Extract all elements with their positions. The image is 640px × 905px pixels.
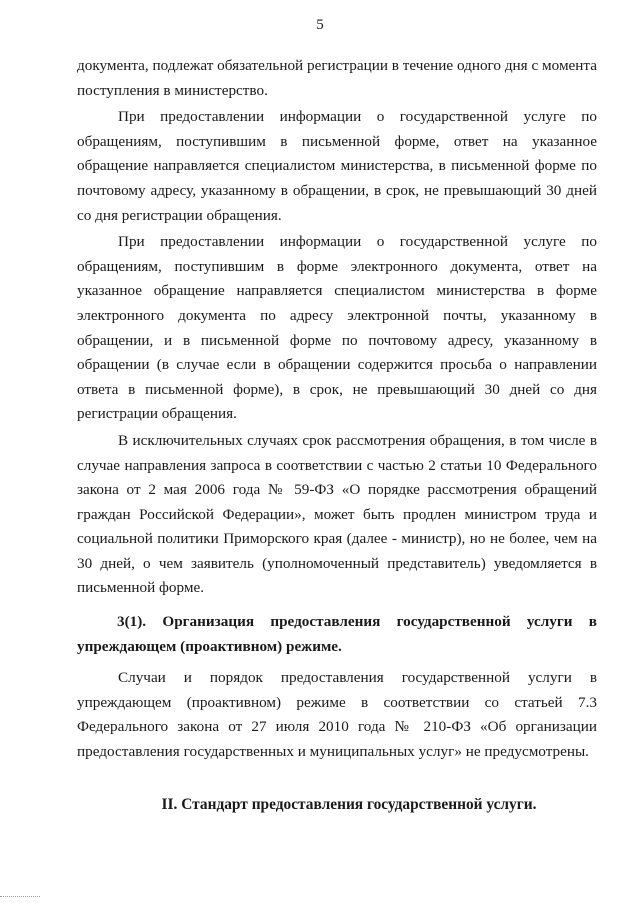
- paragraph-registration: документа, подлежат обязательной регистрации в течение одного дня с момента поступления в министерство.: [77, 57, 597, 99]
- subsection-heading-proactive: 3(1). Организация предоставления государственной услуги в упреждающем (проактивном) режиме.: [77, 613, 597, 655]
- scan-artifact: [0, 896, 40, 900]
- paragraph-proactive-mode: Случаи и порядок предоставления государственной услуги в упреждающем (проактивном) режиме в соответствии со статьей 7.3 Федерального закона от 27 июля 2010 года № 210-ФЗ «Об организации предоставления государственных и муниципальных услуг» не предусмотрены.: [77, 669, 597, 761]
- paragraph-written-response: При предоставлении информации о государственной услуге по обращениям, поступившим в письменной форме, ответ на указанное обращение направляется специалистом министерства, в письменной форме по почтовому адресу, указанному в обращении, в срок, не превышающий 30 дней со дня регистрации обращения.: [77, 108, 597, 224]
- page-number: 5: [316, 17, 324, 33]
- document-body: [77, 54, 597, 817]
- paragraph-electronic-response: При предоставлении информации о государственной услуге по обращениям, поступившим в форме электронного документа, ответ на указанное обращение направляется специалистом министерства в форме электронного документа по адресу электронной почты, указанному в обращении, и в письменной форме по почтовому адресу, указанному в обращении (в случае если в обращении содержится просьба о направлении ответа в письменной форме), в срок, не превышающий 30 дней со дня регистрации обращения.: [77, 233, 597, 423]
- paragraph-extension: В исключительных случаях срок рассмотрения обращения, в том числе в случае направления запроса в соответствии с частью 2 статьи 10 Федерального закона от 2 мая 2006 года № 59-ФЗ «О порядке рассмотрения обращений граждан Российской Федерации», может быть продлен министром труда и социальной политики Приморского края (далее - министр), но не более, чем на 30 дней, о чем заявитель (уполномоченный представитель) уведомляется в письменной форме.: [77, 431, 597, 597]
- section-title-standard: II. Стандарт предоставления государственной услуги.: [161, 795, 537, 813]
